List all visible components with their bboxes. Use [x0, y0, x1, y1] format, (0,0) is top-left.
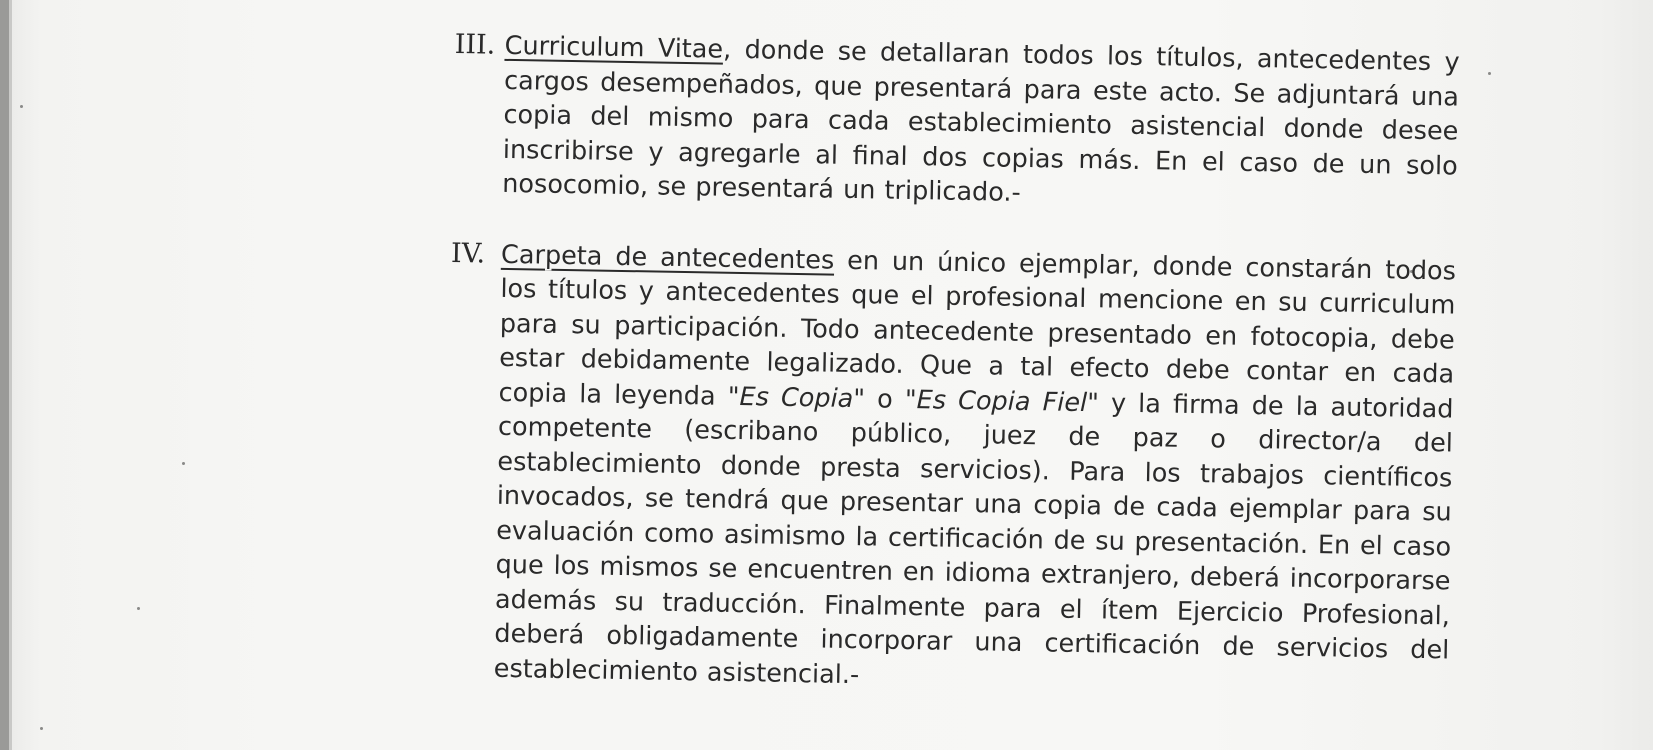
item-body-part: " o " [853, 383, 917, 415]
italic-phrase: Es Copia Fiel [916, 384, 1088, 418]
scan-speck [1488, 72, 1491, 75]
page-binding-edge [0, 0, 9, 750]
item-body: , donde se detallaran todos los títulos, antecedentes y cargos desempeñados, que presentará para este acto. Se adjuntará una copia del mismo para cada establecimiento asistencial donde desee inscribirse y agregarle al final dos copias más. En el caso de un solo nosocomio, se presentará un triplicado.- [502, 34, 1460, 208]
scan-speck [20, 105, 23, 108]
page-binding-shadow [9, 0, 12, 750]
item-numeral: III. [454, 28, 496, 61]
document-body [444, 28, 1460, 702]
item-body-part: " y la firma de la autoridad competente (escribano público, juez de paz o director/a del establecimiento donde presta servicios). Para los trabajos científicos invocados, se tendrá que presentar una copia de cada ejemplar para su evaluación como asimismo la certificación de su presentación. En el caso que los mismos se encuentren en idioma extranjero, deberá incorporarse además su traducción. Finalmente para el ítem Ejercicio Profesional, deberá obligadamente incorporar una certificación de servicios del establecimiento asistencial.- [493, 387, 1454, 690]
scan-speck [40, 727, 43, 730]
list-item-iii [452, 28, 1460, 218]
scan-speck [182, 462, 185, 465]
italic-phrase: Es Copia [739, 381, 854, 414]
item-body-part: en un único ejemplar, donde constarán todos los títulos y antecedentes que el profesional mencione en su curriculum para su participación. Todo antecedente presentado en fotocopia, debe estar debidamente legalizado. Que a tal efecto debe contar en cada copia la leyenda " [498, 245, 1457, 412]
item-title: Curriculum Vitae [504, 30, 724, 65]
scan-speck [137, 607, 140, 610]
item-title: Carpeta de antecedentes [500, 239, 835, 276]
item-numeral: IV. [450, 237, 486, 270]
list-item-iv [444, 236, 1457, 702]
